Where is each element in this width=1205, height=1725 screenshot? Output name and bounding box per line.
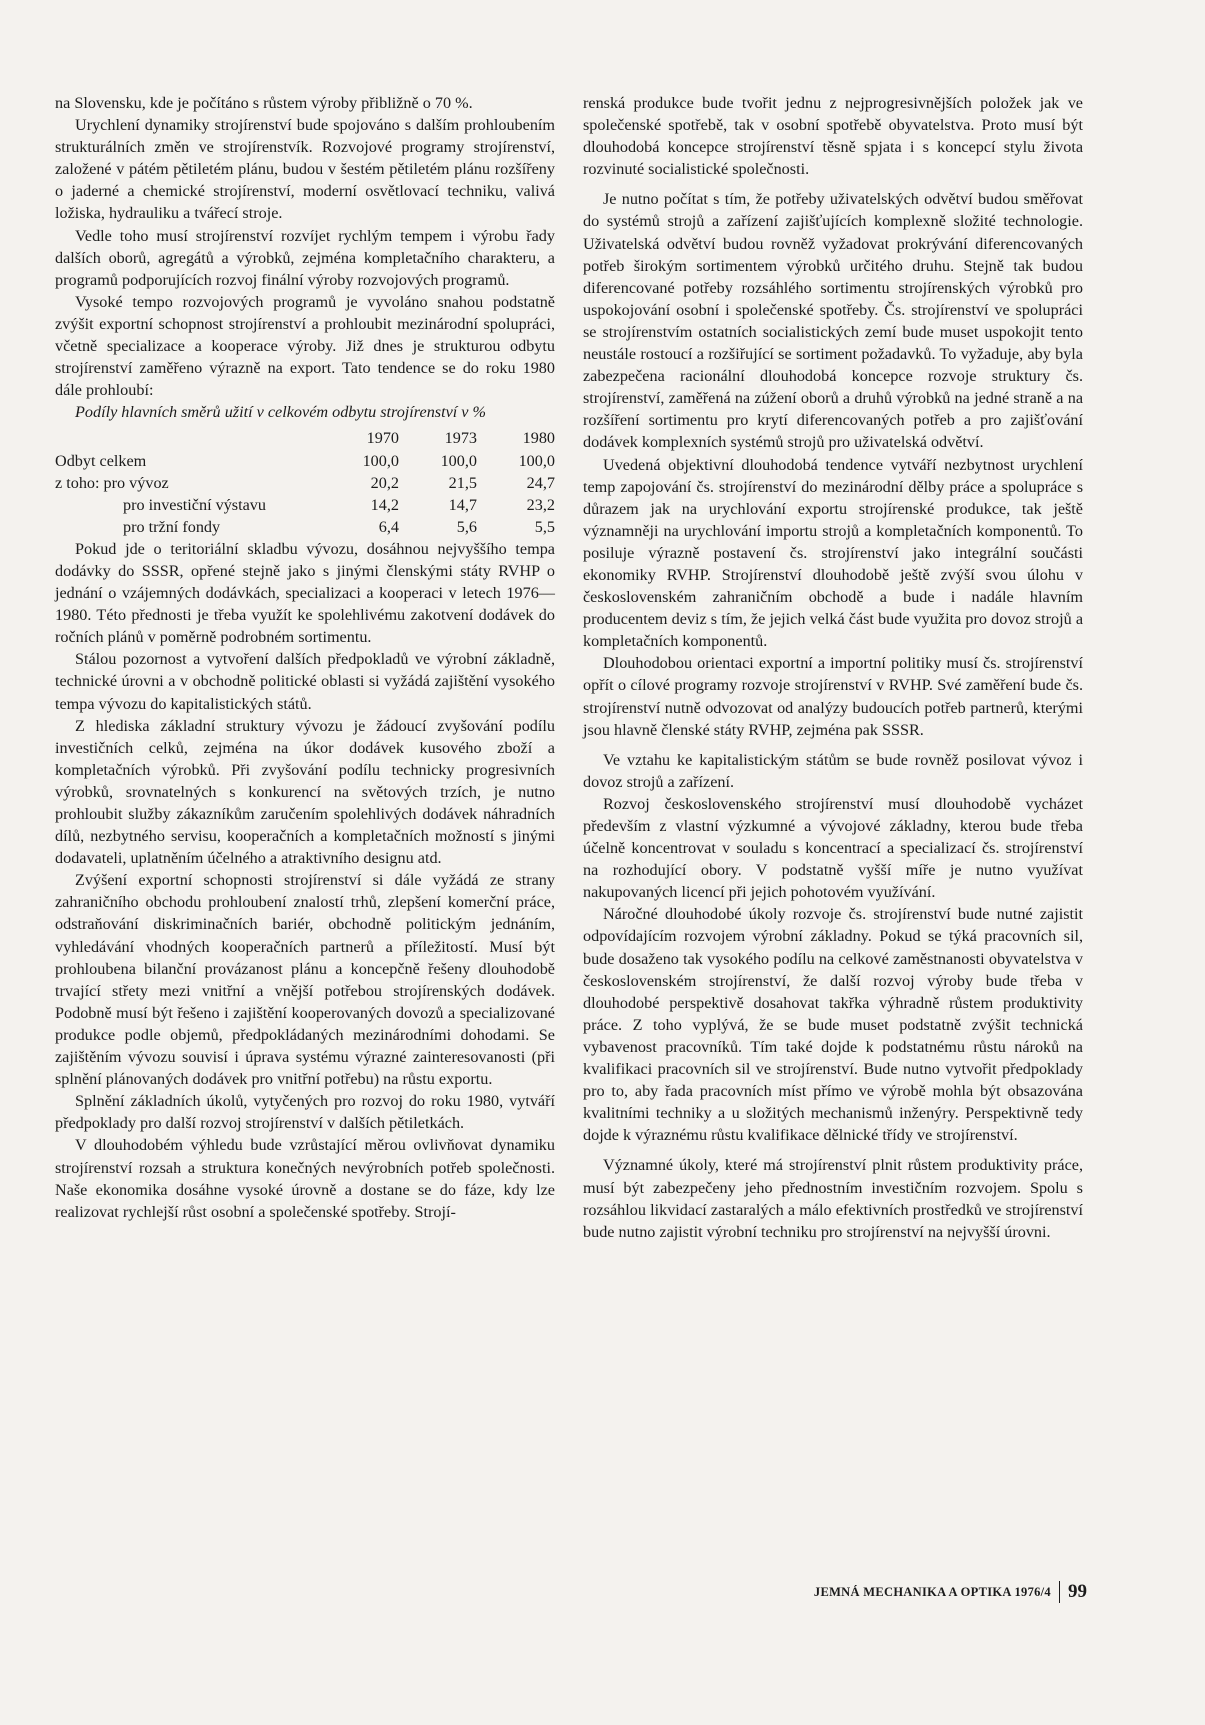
row-label: pro tržní fondy bbox=[123, 517, 221, 536]
paragraph: V dlouhodobém výhledu bude vzrůstající měrou ovlivňovat dynamiku strojírenství rozsah a struktura konečných nevýrobních potřeb společnosti. Naše ekonomika dosáhne vysoké úrovně a dostane se do fáze, kdy lze realizovat rychlejší růst osobní a společenské spotřeby. Strojí- bbox=[55, 1136, 555, 1221]
paragraph: Uvedená objektivní dlouhodobá tendence vytváří nezbytnost urychlení temp zapojování čs. strojírenství do mezinárodní dělby práce a spolupráce s důrazem jak na urychlování exportu strojírenské produkce, tak ještě významněji na urychlování importu strojů a kompletačních komponentů. To posiluje výrazně postavení čs. strojírenství jako integrální součásti ekonomiky RVHP. Strojírenství dlouhodobě ještě zvýší svou úlohu v československém zahraničním obchodě a bude i nadále hlavním producentem deviz s tím, že jejich velká část bude využita pro dovoz strojů a kompletačních komponentů. bbox=[583, 455, 1083, 651]
paragraph: Splnění základních úkolů, vytyčených pro rozvoj do roku 1980, vytváří předpoklady pro další rozvoj strojírenství v dalších pětiletkách. bbox=[55, 1092, 555, 1133]
paragraph: Urychlení dynamiky strojírenství bude spojováno s dalším prohloubením strukturálních změn ve strojírenstvík. Rozvojové programy strojírenství, založené v pátém pětiletém plánu, budou v šestém pětiletém plánu rozšířeny o jaderné a chemické strojírenství, moderní osvětlovací techniku, valivá ložiska, hydrauliku a tvářecí stroje. bbox=[55, 116, 555, 223]
paragraph: Zvýšení exportní schopnosti strojírenství si dále vyžádá ze strany zahraničního obchodu prohloubení znalostí trhů, zlepšení komerční práce, odstraňování diskriminačních bariér, obchodně politickým jednáním, vyhledávání vhodných kooperačních partnerů a příležitostí. Musí být prohloubena bilanční provázanost plánu a koncepčně řešeny dlouhodobě trvající střety mezi vnitřní a vnější potřebou strojírenských dodávek. Podobně musí být řešeno i zajištění kooperovaných dovozů a specializované produkce podle objemů, předpokládaných mezinárodními dohodami. Se zajištěním vývozu souvisí i úprava systému výrazné zainteresovanosti (při splnění plánovaných dodávek pro vnitřní potřebu) na růstu exportu. bbox=[55, 871, 555, 1089]
footer-divider bbox=[1059, 1581, 1060, 1603]
table-cell: 100,0 bbox=[362, 451, 399, 470]
paragraph: Náročné dlouhodobé úkoly rozvoje čs. strojírenství bude nutné zajistit odpovídajícím rozvojem výrobní základny. Pokud se týká pracovních sil, bude dosaženo tak vysokého podílu na celkové zaměstnanosti obyvatelstva v československém strojírenství, že další rozvoj výroby bude třeba v dlouhodobé perspektivě dosahovat takřka výhradně růstem produktivity práce. Z toho vyplývá, že se bude muset podstatně zvýšit technická vybavenost pracovníků. Tím také dojde k podstatnému růstu nároků na kvalifikaci pracovních sil ve strojírenství. Bude nutno vytvořit předpoklady pro to, aby řada pracovních míst přímo ve výrobě mohla být obsazována kvalitními techniky a u složitých mechanismů inženýry. Perspektivně tedy dojde k výraznému růstu kvalifikace dělnické třídy ve strojírenství. bbox=[583, 905, 1083, 1145]
year-header: 1980 bbox=[522, 429, 555, 448]
paragraph: Vedle toho musí strojírenství rozvíjet rychlým tempem i výrobu řady dalších oborů, agregátů a výrobků, zejména kompletačního charakteru, a programů podporujících rozvoj finální výroby rozvojových programů. bbox=[55, 226, 555, 289]
table-cell: 24,7 bbox=[526, 473, 555, 492]
year-header: 1973 bbox=[444, 429, 477, 448]
paragraph: Vysoké tempo rozvojových programů je vyvoláno snahou podstatně zvýšit exportní schopnost strojírenství a prohloubit mezinárodní spolupráci, včetně specializace a kooperace výroby. Již dnes je strukturou odbytu strojírenství zaměřeno výrazně na export. Tato tendence se do roku 1980 dále prohloubí: bbox=[55, 292, 555, 400]
table-title: Podíly hlavních směrů užití v celkovém odbytu strojírenství v % bbox=[75, 403, 487, 422]
table-header-row bbox=[55, 423, 555, 449]
table-cell: 5,5 bbox=[534, 517, 555, 536]
journal-name: JEMNÁ MECHANIKA A OPTIKA 1976/4 bbox=[813, 1584, 1051, 1599]
table-cell: 21,5 bbox=[448, 473, 477, 492]
paragraph: Z hlediska základní struktury vývozu je žádoucí zvyšování podílu investičních celků, zejména na úkor dodávek kusového zboží a kompletačních výrobků. Při zvyšování podílu technicky progresivních výrobků, srovnatelných s konkurencí na světových trzích, je nutno prohloubit služby zákazníkům zaručením spolehlivých dodávek náhradních dílů, nezbytného servisu, kooperačních a kompletačních možností s jinými dodavateli, uplatněním účelného a atraktivního designu atd. bbox=[55, 716, 555, 868]
paragraph: Dlouhodobou orientaci exportní a importní politiky musí čs. strojírenství opřít o cílové programy rozvoje strojírenství v RVHP. Své zaměření bude čs. strojírenství nutně odvozovat od analýzy budoucích potřeb partnerů, kterými jsou hlavně členské státy RVHP, zejména pak SSSR. bbox=[583, 654, 1083, 739]
table-cell: 100,0 bbox=[440, 451, 477, 470]
paragraph: Rozvoj československého strojírenství musí dlouhodobě vycházet především z vlastní výzkumné a vývojové základny, kterou bude třeba účelně koncentrovat v souladu s koncentrací a specializací čs. strojírenství na rozhodující obory. V podstatně vyšší míře je nutno využívat nakupovaných licencí při jejich pohotovém využívání. bbox=[583, 794, 1083, 902]
row-label: pro investiční výstavu bbox=[123, 495, 266, 514]
table-cell: 5,6 bbox=[456, 517, 477, 536]
table-row bbox=[55, 472, 555, 494]
row-label: Odbyt celkem bbox=[55, 451, 147, 470]
page-footer bbox=[814, 1581, 1087, 1603]
paragraph: Pokud jde o teritoriální skladbu vývozu, dosáhnou nejvyššího tempa dodávky do SSSR, opřené stejně jako s jinými členskými státy RVHP o jednání o vzájemných dodávkách, specializaci a kooperaci v letech 1976—1980. Této přednosti je třeba využít ke spolehlivému zakotvení dodávek do ročních plánů v poměrně podrobném sortimentu. bbox=[55, 539, 555, 647]
table-cell: 100,0 bbox=[518, 451, 555, 470]
page-number: 99 bbox=[1068, 1581, 1087, 1602]
paragraph: Ve vztahu ke kapitalistickým státům se bude rovněž posilovat vývoz i dovoz strojů a zařízení. bbox=[583, 750, 1083, 791]
table-cell: 14,7 bbox=[448, 495, 477, 514]
table-cell: 23,2 bbox=[526, 495, 555, 514]
paragraph: Stálou pozornost a vytvoření dalších předpokladů ve výrobní základně, technické úrovni a v obchodně politické oblasti si vyžádá zajištění vysokého tempa vývozu do kapitalistických států. bbox=[55, 650, 555, 713]
table-row bbox=[55, 450, 555, 472]
paragraph: renská produkce bude tvořit jednu z nejprogresivnějších položek jak ve společenské spotřebě, tak v osobní spotřebě obyvatelstva. Proto musí být dlouhodobá koncepce strojírenství těsně spjata i s koncepcí stylu života rozvinuté socialistické společnosti. bbox=[583, 94, 1083, 179]
paragraph: Je nutno počítat s tím, že potřeby uživatelských odvětví budou směřovat do systémů strojů a zařízení zajišťujících komplexně složité technologie. Uživatelská odvětví budou rovněž vyžadovat prokrývání diferencovaných potřeb širokým sortimentem výrobků určitého druhu. Stejně tak budou diferencované potřeby rozsáhlého sortimentu strojírenských výrobků pro uspokojování osobní i společenské spotřeby. Čs. strojírenství ve spolupráci se strojírenstvím ostatních socialistických zemí bude muset uspokojit tento neustále rostoucí a rozšiřující se sortiment požadavků. To vyžaduje, aby byla zabezpečena racionální dlouhodobá koncepce rozvoje struktury čs. strojírenství, zaměřená na zúžení oborů a druhů výrobků na jedné straně a na rozšíření sortimentu pro krytí diferencovaných potřeb a pro zajišťování dodávek komplexních systémů strojů pro uživatelská odvětví. bbox=[583, 190, 1083, 452]
row-label: z toho: pro vývoz bbox=[55, 473, 169, 492]
table-row bbox=[55, 494, 555, 516]
table-cell: 14,2 bbox=[370, 495, 399, 514]
paragraph: Významné úkoly, které má strojírenství plnit růstem produktivity práce, musí být zabezpečeny jeho přednostním investičním rozvojem. Spolu s rozsáhlou likvidací zastaralých a málo efektivních prostředků ve strojírenství bude nutno zajistit výrobní techniku pro strojírenství na nejvyšší úrovni. bbox=[583, 1156, 1083, 1241]
left-column bbox=[55, 92, 555, 1223]
table-cell: 6,4 bbox=[378, 517, 399, 536]
paragraph: na Slovensku, kde je počítáno s růstem výroby přibližně o 70 %. bbox=[55, 94, 473, 112]
table-cell: 20,2 bbox=[370, 473, 399, 492]
right-column bbox=[583, 92, 1083, 1243]
table-row bbox=[55, 516, 555, 538]
shares-table bbox=[55, 423, 555, 537]
year-header: 1970 bbox=[366, 429, 399, 448]
